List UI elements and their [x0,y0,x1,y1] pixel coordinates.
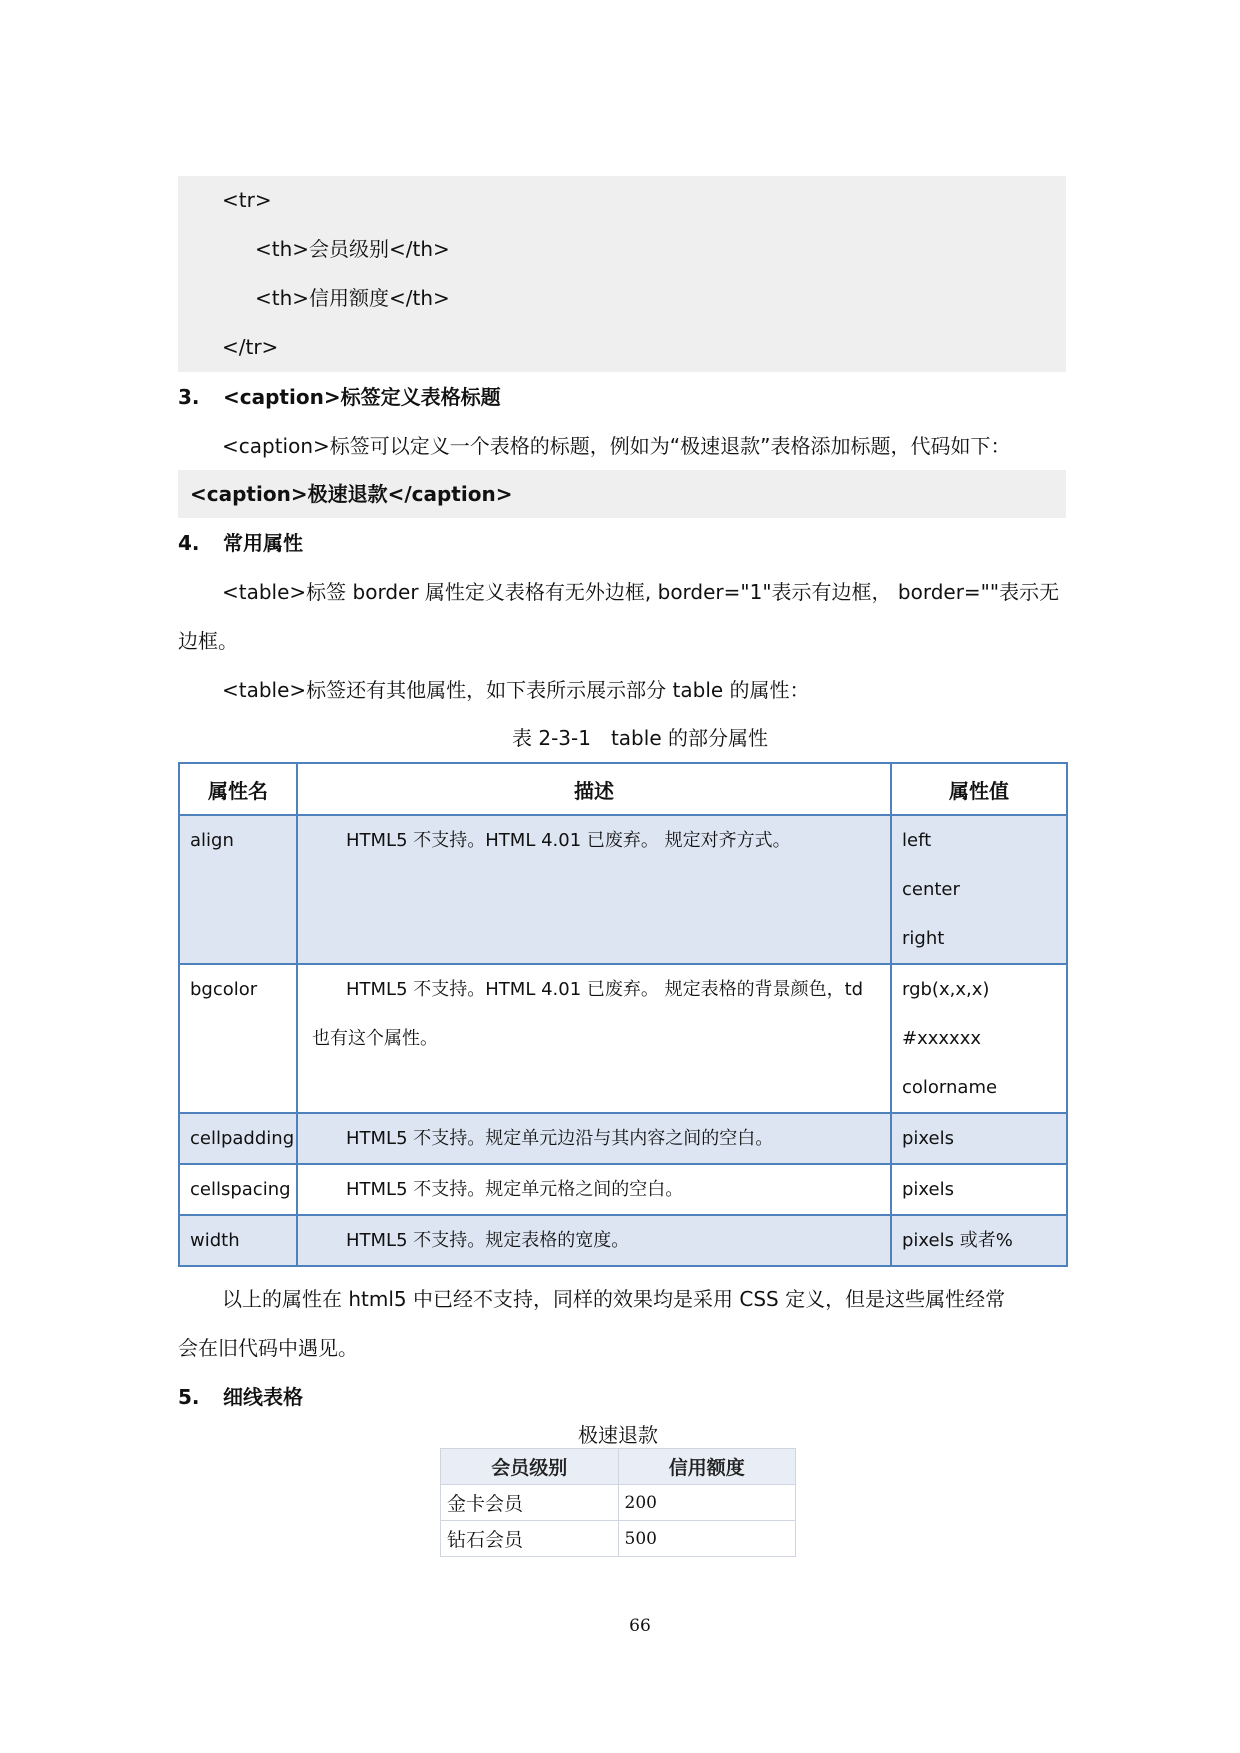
code-line: <th>信用额度</th> [255,286,450,310]
column-header: 描述 [297,763,891,815]
attr-value: pixels [902,1179,954,1200]
attr-value: pixels [902,1128,954,1149]
attr-description: HTML5 不支持。HTML 4.01 已废弃。 规定表格的背景颜色，td 也有这个属性。 [297,964,891,1113]
attr-name: bgcolor [179,964,297,1113]
section-number: 5. [178,1385,200,1409]
attr-values [891,815,1067,964]
attr-values [891,1113,1067,1164]
attr-value: colorname [902,1077,998,1098]
section-number: 3. [178,385,200,409]
code-line: <caption>极速退款</caption> [190,482,513,506]
table-row [179,1113,1067,1164]
section-5-heading [178,1384,303,1410]
table-cell: 200 [618,1485,796,1521]
attr-value: #xxxxxx [902,1028,981,1049]
table-cell: 钻石会员 [441,1521,619,1557]
attr-description: HTML5 不支持。规定单元边沿与其内容之间的空白。 [297,1113,891,1164]
attr-values [891,964,1067,1113]
paragraph: 会在旧代码中遇见。 [178,1336,358,1360]
section-title: <caption>标签定义表格标题 [223,385,501,409]
attr-value: center [902,879,960,900]
code-line: <th>会员级别</th> [255,237,450,261]
section-4-heading [178,530,303,556]
attr-values [891,1164,1067,1215]
table-row [441,1485,796,1521]
column-header: 属性值 [891,763,1067,815]
attribute-table [178,762,1068,1267]
attr-description: HTML5 不支持。HTML 4.01 已废弃。 规定对齐方式。 [297,815,891,964]
attr-value: pixels 或者% [902,1230,1013,1251]
attr-value: right [902,928,945,949]
code-block [178,176,1066,372]
table-header-row [179,763,1067,815]
attr-values [891,1215,1067,1266]
section-title: 常用属性 [223,531,303,555]
paragraph: 以上的属性在 html5 中已经不支持，同样的效果均是采用 CSS 定义，但是这些属性经常 [222,1287,1006,1311]
paragraph: 边框。 [178,629,238,653]
paragraph: <table>标签还有其他属性，如下表所示展示部分 table 的属性： [222,678,810,702]
attr-value: rgb(x,x,x) [902,979,990,1000]
attr-description: HTML5 不支持。规定表格的宽度。 [297,1215,891,1266]
attr-description: HTML5 不支持。规定单元格之间的空白。 [297,1164,891,1215]
attr-name: cellspacing [179,1164,297,1215]
example-table-caption: 极速退款 [578,1423,658,1447]
column-header: 信用额度 [618,1449,796,1485]
section-title: 细线表格 [223,1385,303,1409]
code-line: </tr> [222,335,279,359]
attr-value: left [902,830,932,851]
code-block [178,470,1066,518]
section-3-heading [178,384,501,410]
table-cell: 500 [618,1521,796,1557]
column-header: 属性名 [179,763,297,815]
table-row [179,964,1067,1113]
attr-name: align [179,815,297,964]
thin-border-table [440,1448,796,1557]
table-caption: 表 2-3-1 table 的部分属性 [512,726,768,750]
section-number: 4. [178,531,200,555]
table-cell: 金卡会员 [441,1485,619,1521]
attr-name: width [179,1215,297,1266]
code-line: <tr> [222,188,272,212]
attr-name: cellpadding [179,1113,297,1164]
column-header: 会员级别 [441,1449,619,1485]
table-row [179,815,1067,964]
table-row [179,1215,1067,1266]
paragraph: <caption>标签可以定义一个表格的标题，例如为“极速退款”表格添加标题，代码如下： [222,434,1011,458]
table-header-row [441,1449,796,1485]
page-number: 66 [629,1616,651,1636]
paragraph: <table>标签 border 属性定义表格有无外边框, border="1"表示有边框， border=""表示无 [222,580,1060,604]
table-row [179,1164,1067,1215]
table-row [441,1521,796,1557]
